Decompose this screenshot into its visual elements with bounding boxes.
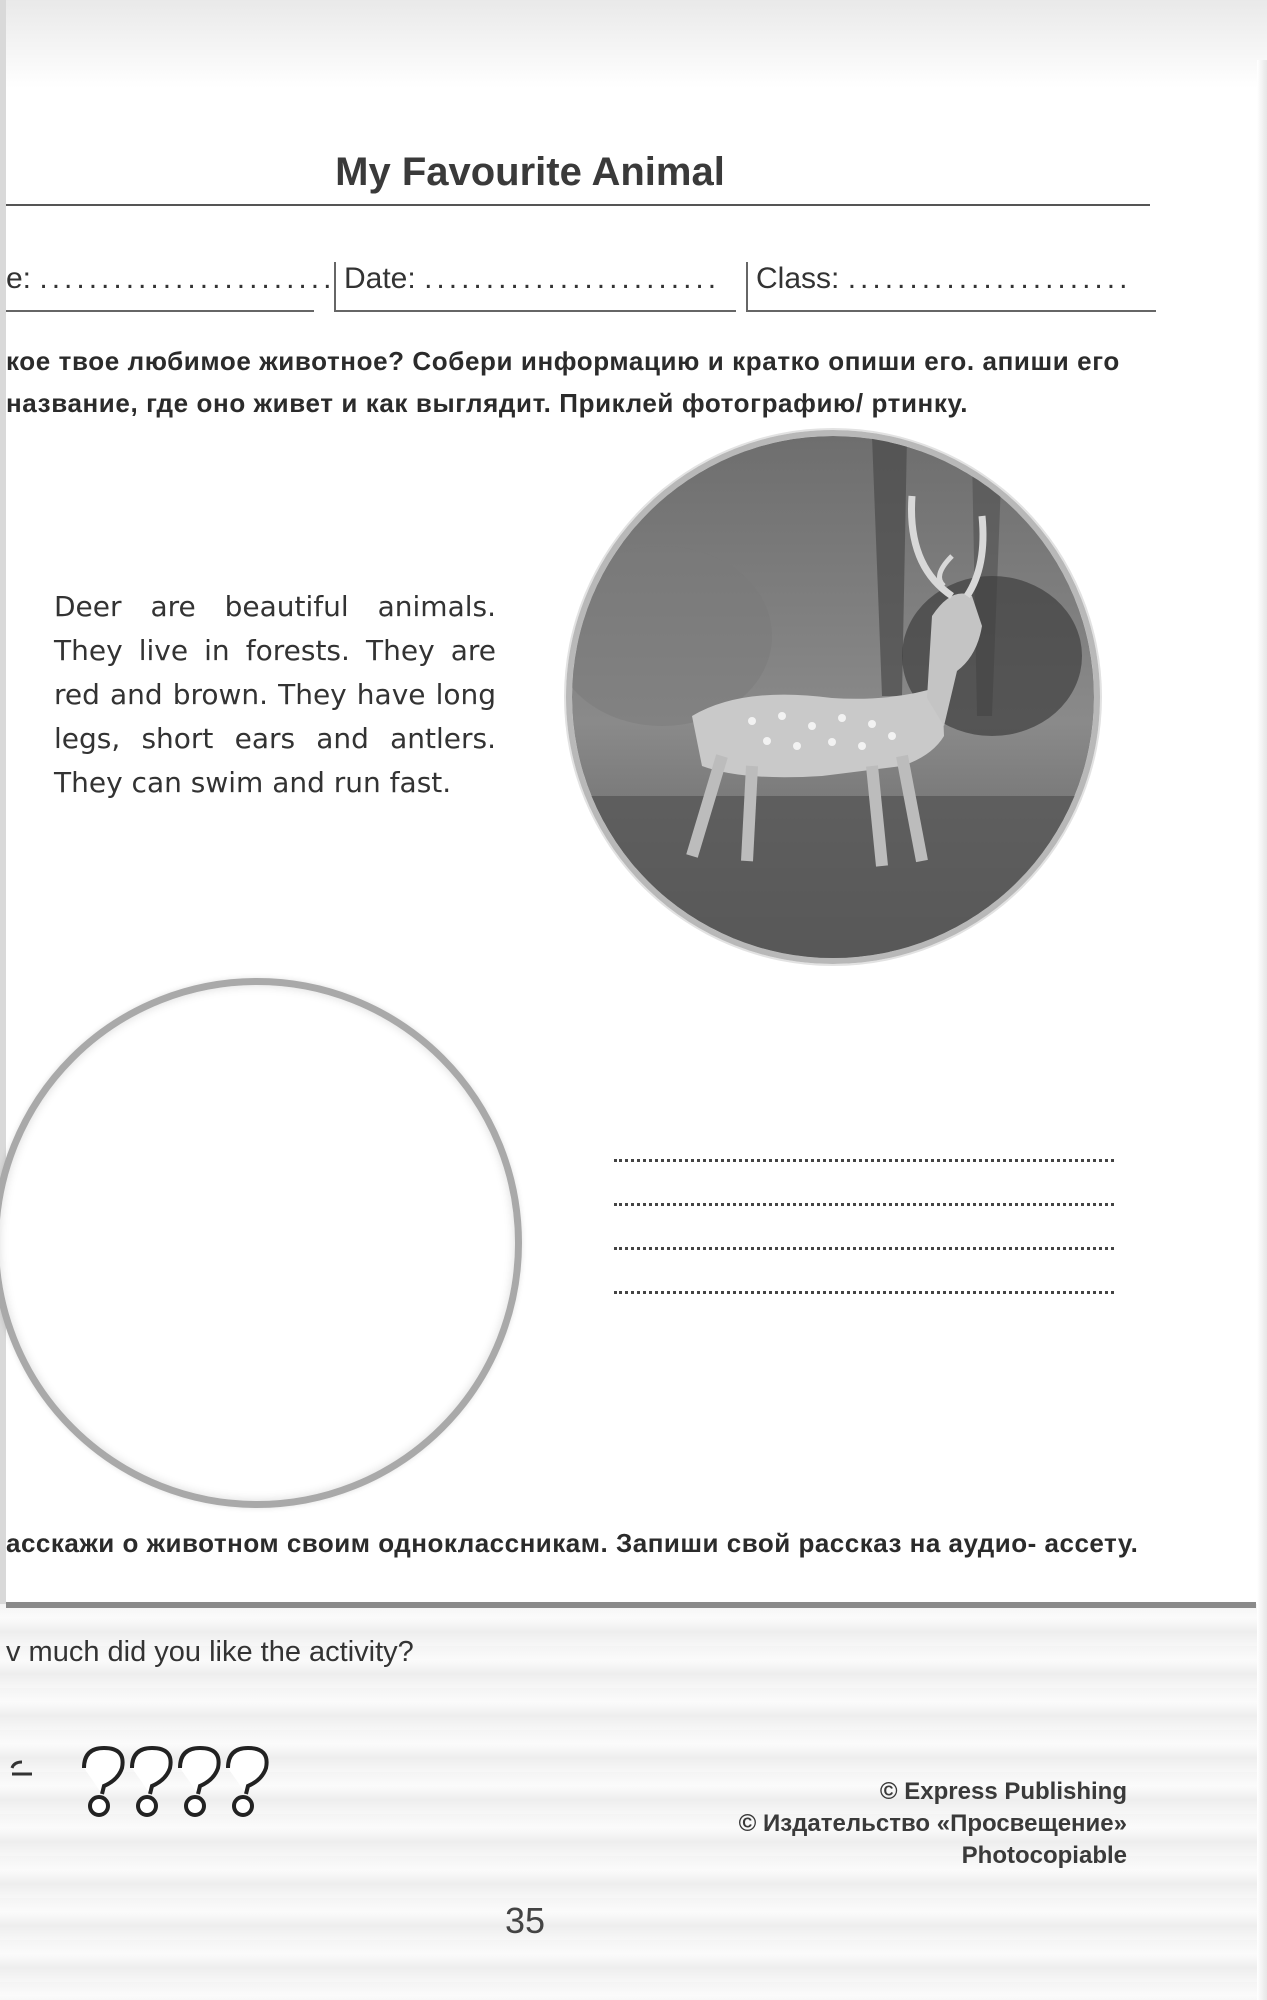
copyright-notice (627, 1776, 1127, 1872)
deer-photo-image (572, 436, 1094, 958)
writing-line[interactable] (614, 1118, 1114, 1162)
writing-line[interactable] (614, 1162, 1114, 1206)
copyright-line-photocopiable: Photocopiable (961, 1842, 1127, 1869)
name-field-dots: ........................ (39, 262, 336, 295)
name-field[interactable] (6, 262, 336, 312)
class-field-dots: ....................... (847, 262, 1132, 295)
writing-lines[interactable] (614, 1118, 1114, 1294)
rating-divider (6, 1602, 1256, 1608)
date-field[interactable] (334, 262, 736, 312)
title-divider (6, 204, 1150, 206)
squiggle-icon (12, 1762, 32, 1774)
rating-question: v much did you like the activity? (6, 1636, 414, 1668)
name-field-label: e: (6, 262, 32, 295)
question-mark-icon[interactable] (132, 1748, 171, 1815)
task-instruction: кое твое любимое животное? Собери информацию и кратко опиши его. апиши его название, где оно живет и как выглядит. Приклей фотографию/ ртинку. (6, 346, 1120, 418)
recording-instruction: асскажи о животном своим одноклассникам. Запиши свой рассказ на аудио- ассету. (6, 1528, 1139, 1558)
page-number: 35 (504, 1900, 546, 1941)
page-title: My Favourite Animal (335, 150, 725, 194)
rating-question-marks[interactable] (4, 1728, 284, 1818)
writing-line[interactable] (614, 1250, 1114, 1294)
picture-placeholder-circle[interactable] (0, 978, 522, 1508)
date-field-label: Date: (344, 262, 416, 295)
class-field[interactable] (746, 262, 1156, 312)
question-mark-icon[interactable] (84, 1748, 123, 1815)
scan-right-edge (1257, 60, 1267, 2000)
date-field-dots: ........................ (424, 262, 721, 295)
copyright-line-prosveshchenie: © Издательство «Просвещение» (738, 1810, 1127, 1837)
writing-line[interactable] (614, 1206, 1114, 1250)
class-field-label: Class: (756, 262, 840, 295)
story-text: Deer are beautiful animals. They live in forests. They are red and brown. They have long legs, short ears and antlers. They can swim and run fast. (54, 590, 496, 799)
question-mark-icon[interactable] (180, 1748, 219, 1815)
question-mark-icon[interactable] (228, 1748, 267, 1815)
copyright-line-publisher: © Express Publishing (879, 1778, 1127, 1805)
deer-photo (566, 430, 1100, 964)
page-top-band (0, 0, 1267, 88)
